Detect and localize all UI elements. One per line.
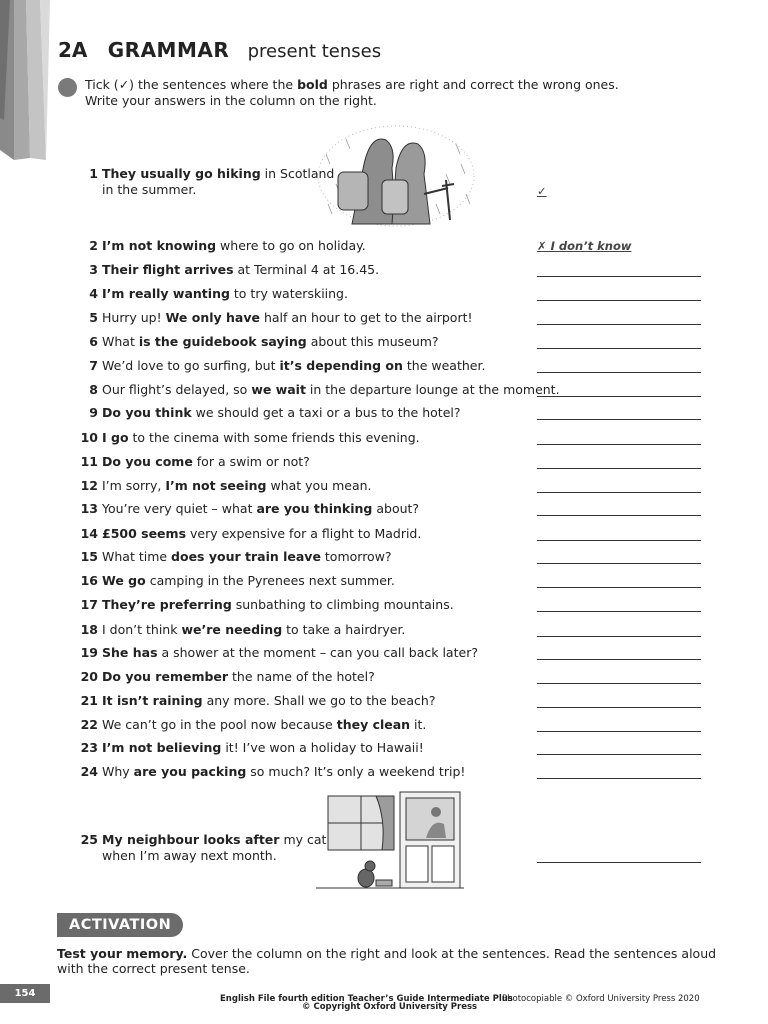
item-number: 18 — [80, 622, 98, 637]
exercise-item — [76, 262, 379, 278]
answer-line[interactable] — [537, 419, 701, 420]
exercise-item — [76, 526, 421, 542]
exercise-item — [76, 478, 372, 494]
answer-line[interactable] — [537, 276, 701, 277]
answer-line[interactable] — [537, 300, 701, 301]
exercise-item — [76, 669, 375, 685]
item-sentence: What time does your train leave tomorrow? — [102, 549, 392, 564]
item-sentence: What is the guidebook saying about this museum? — [102, 334, 439, 349]
item-number: 20 — [80, 669, 98, 684]
answer-line[interactable] — [537, 444, 701, 445]
section-subtitle: present tenses — [247, 41, 382, 62]
page-number: 154 — [0, 984, 50, 1003]
item-sentence: Their flight arrives at Terminal 4 at 16.45. — [102, 262, 380, 277]
exercise-item — [76, 693, 435, 709]
section-code: 2A — [58, 38, 88, 62]
item-sentence: They’re preferring sunbathing to climbing mountains. — [102, 597, 454, 612]
item-sentence: My neighbour looks after my cat — [102, 832, 327, 847]
item-sentence: Do you remember the name of the hotel? — [102, 669, 375, 684]
exercise-item — [76, 405, 461, 421]
answer-line[interactable] — [537, 348, 701, 349]
item-number: 6 — [89, 334, 98, 349]
exercise-item — [76, 597, 454, 613]
item-sentence: I’m really wanting to try waterskiing. — [102, 286, 348, 301]
answer-text: ✓ — [537, 184, 547, 198]
item-number: 16 — [80, 573, 98, 588]
item-number: 23 — [80, 740, 98, 755]
answer-line[interactable] — [537, 372, 701, 373]
item-sentence: She has a shower at the moment – can you call back later? — [102, 645, 478, 660]
exercise-item — [76, 573, 395, 589]
item-sentence: I don’t think we’re needing to take a hairdryer. — [102, 622, 406, 637]
item-number: 19 — [80, 645, 98, 660]
item-sentence: I’m not believing it! I’ve won a holiday to Hawaii! — [102, 740, 424, 755]
answer-line[interactable] — [537, 396, 701, 397]
answer-text: ✗ I don’t know — [537, 239, 632, 253]
instruction-bullet-icon — [58, 78, 77, 97]
exercise-item — [76, 166, 334, 198]
answer-line[interactable] — [537, 707, 701, 708]
section-word: GRAMMAR — [107, 38, 230, 62]
answer-line[interactable] — [537, 778, 701, 779]
exercise-item — [76, 740, 424, 756]
exercise-item — [76, 430, 420, 446]
item-number: 2 — [89, 238, 98, 253]
item-number: 7 — [89, 358, 98, 373]
answer-line[interactable] — [537, 683, 701, 684]
item-sentence-continued: when I’m away next month. — [102, 848, 277, 863]
answer-line[interactable] — [537, 862, 701, 863]
item-sentence: Hurry up! We only have half an hour to get to the airport! — [102, 310, 473, 325]
exercise-item — [76, 382, 560, 398]
item-sentence: £500 seems very expensive for a flight to Madrid. — [102, 526, 422, 541]
answer-line[interactable] — [537, 731, 701, 732]
item-sentence: Do you think we should get a taxi or a bus to the hotel? — [102, 405, 461, 420]
footer-photocopiable: Photocopiable © Oxford University Press 2020 — [502, 994, 700, 1004]
item-number: 4 — [89, 286, 98, 301]
answer-line[interactable] — [537, 563, 701, 564]
item-number: 24 — [80, 764, 98, 779]
item-sentence: We’d love to go surfing, but it’s depending on the weather. — [102, 358, 486, 373]
item-sentence: We can’t go in the pool now because they clean it. — [102, 717, 427, 732]
page-title — [58, 38, 381, 62]
decorative-rays — [0, 0, 60, 170]
answer-line[interactable] — [537, 587, 701, 588]
neighbour-cat-illustration — [316, 790, 464, 892]
exercise-item — [76, 238, 366, 254]
item-sentence: I go to the cinema with some friends this evening. — [102, 430, 420, 445]
answer-line[interactable] — [537, 611, 701, 612]
item-number: 9 — [89, 405, 98, 420]
item-sentence: We go camping in the Pyrenees next summer. — [102, 573, 395, 588]
exercise-item — [76, 286, 348, 302]
item-sentence: Our flight’s delayed, so we wait in the departure lounge at the moment. — [102, 382, 560, 397]
item-number: 10 — [80, 430, 98, 445]
answer-line[interactable] — [537, 492, 701, 493]
item-number: 14 — [80, 526, 98, 541]
item-sentence: I’m not knowing where to go on holiday. — [102, 238, 366, 253]
item-sentence: Why are you packing so much? It’s only a weekend trip! — [102, 764, 466, 779]
item-number: 11 — [80, 454, 98, 469]
item-number: 25 — [80, 832, 98, 847]
item-sentence: You’re very quiet – what are you thinking about? — [102, 501, 420, 516]
exercise-item — [76, 622, 405, 638]
item-number: 12 — [80, 478, 98, 493]
item-sentence-continued: in the summer. — [102, 182, 197, 197]
exercise-item — [76, 832, 326, 864]
item-sentence: They usually go hiking in Scotland — [102, 166, 335, 181]
answer-line[interactable] — [537, 659, 701, 660]
exercise-item — [76, 358, 485, 374]
answer-line[interactable] — [537, 754, 701, 755]
item-number: 13 — [80, 501, 98, 516]
exercise-item — [76, 501, 419, 517]
item-number: 17 — [80, 597, 98, 612]
answer-line[interactable] — [537, 540, 701, 541]
item-sentence: It isn’t raining any more. Shall we go to the beach? — [102, 693, 436, 708]
exercise-item — [76, 310, 473, 326]
item-sentence: Do you come for a swim or not? — [102, 454, 310, 469]
answer-line[interactable] — [537, 468, 701, 469]
footer-copyright: © Copyright Oxford University Press — [302, 1002, 478, 1012]
answer-line[interactable] — [537, 324, 701, 325]
activation-tab: ACTIVATION — [57, 913, 183, 937]
item-number: 21 — [80, 693, 98, 708]
item-number: 3 — [89, 262, 98, 277]
item-sentence: I’m sorry, I’m not seeing what you mean. — [102, 478, 372, 493]
item-number: 1 — [89, 166, 98, 181]
activation-text: Test your memory. Cover the column on the right and look at the sentences. Read the sentences aloud with the correct present tense. — [57, 946, 717, 976]
item-number: 15 — [80, 549, 98, 564]
hikers-illustration — [316, 124, 476, 228]
instructions: Tick (✓) the sentences where the bold phrases are right and correct the wrong ones. Write your answers in the column on the right. — [85, 77, 619, 108]
answer-line[interactable] — [537, 515, 701, 516]
exercise-item — [76, 334, 439, 350]
footer-book-title: English File fourth edition Teacher’s Guide Intermediate Plus — [220, 994, 513, 1004]
exercise-item — [76, 549, 392, 565]
answer-line[interactable] — [537, 636, 701, 637]
item-number: 8 — [89, 382, 98, 397]
exercise-item — [76, 717, 426, 733]
exercise-item — [76, 454, 310, 470]
exercise-item — [76, 764, 465, 780]
item-number: 22 — [80, 717, 98, 732]
item-number: 5 — [89, 310, 98, 325]
exercise-item — [76, 645, 478, 661]
